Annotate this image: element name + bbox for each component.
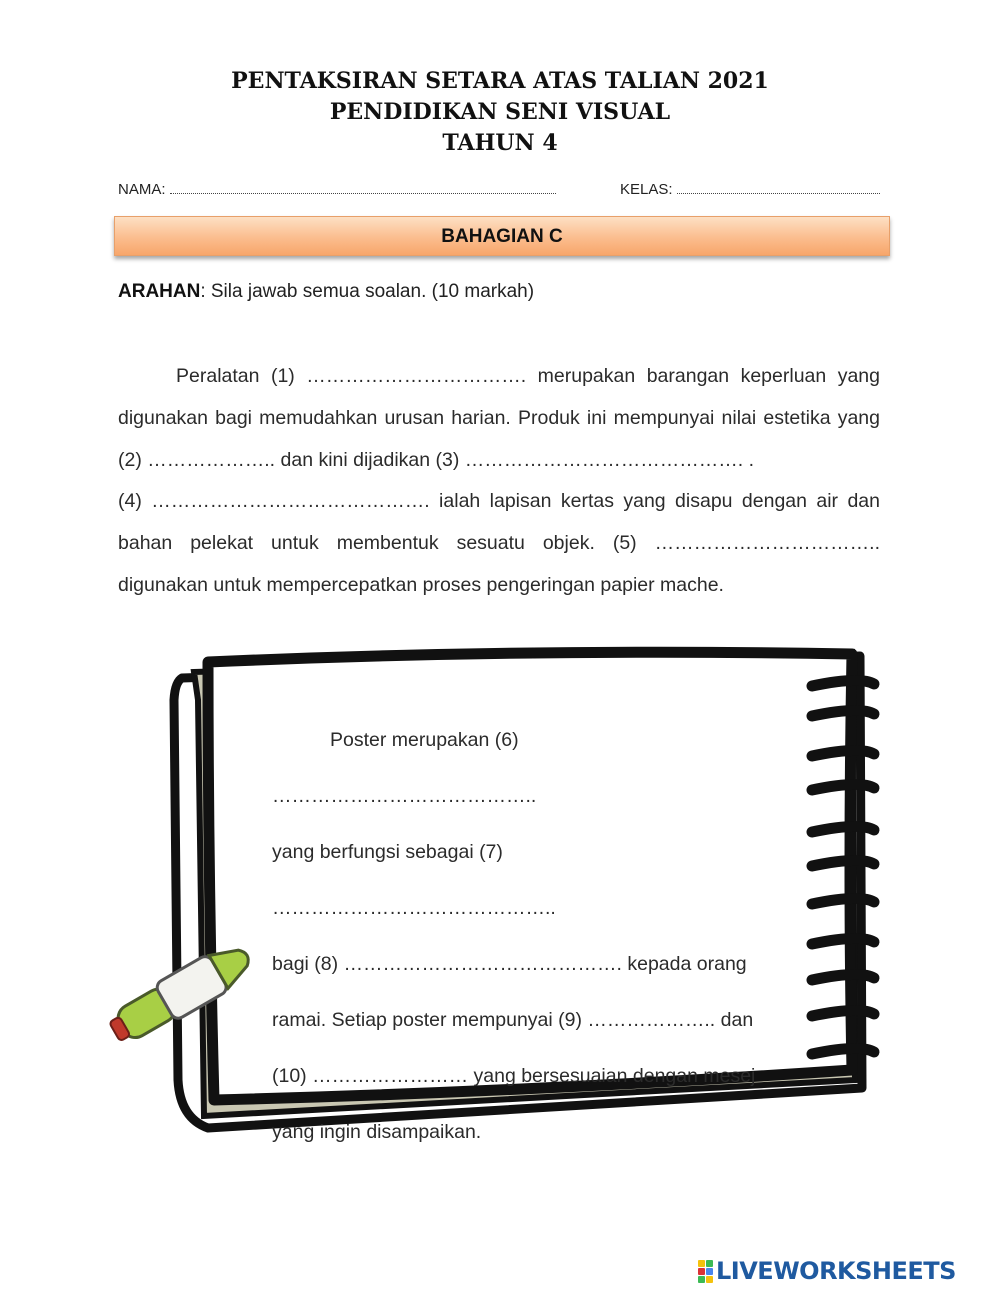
section-header: BAHAGIAN C bbox=[114, 216, 890, 256]
poster-line-6: yang ingin disampaikan. bbox=[272, 1121, 482, 1143]
header-subject: PENDIDIKAN SENI VISUAL bbox=[329, 99, 671, 125]
kelas-label: KELAS: bbox=[620, 181, 673, 198]
poster-line-4: ramai. Setiap poster mempunyai (9) ……………….. dan bbox=[272, 1009, 754, 1031]
logo-text: LIVEWORKSHEETS bbox=[716, 1257, 956, 1285]
poster-line-3: bagi (8) ……………………………………. kepada orang bbox=[272, 953, 747, 975]
nama-label: NAMA: bbox=[118, 181, 166, 198]
instruction-text: : Sila jawab semua soalan. (10 markah) bbox=[200, 281, 535, 302]
poster-question bbox=[272, 712, 782, 1160]
paragraph-part-2: (4) ……………………………………. ialah lapisan kertas yang disapu dengan air dan bahan pelekat untuk membentuk sesuatu objek. (5) …………………………….. digunakan untuk mempercepatkan proses pengeringan papier mache. bbox=[118, 490, 880, 596]
poster-line-2: yang berfungsi sebagai (7) …………………………………….. bbox=[272, 841, 556, 919]
kelas-field[interactable] bbox=[620, 180, 880, 198]
liveworksheets-logo bbox=[698, 1256, 956, 1286]
nama-field[interactable] bbox=[118, 180, 556, 198]
student-fields bbox=[118, 180, 880, 200]
poster-line-1: Poster merupakan (6) ………………………………….. bbox=[272, 729, 537, 807]
logo-icon bbox=[698, 1260, 713, 1283]
document-header bbox=[0, 66, 1000, 159]
kelas-input-line[interactable] bbox=[677, 180, 880, 194]
poster-line-5: (10) …………………… yang bersesuaian dengan mesej bbox=[272, 1065, 756, 1087]
paragraph-part-1: Peralatan (1) ……………………………. merupakan barangan keperluan yang digunakan bagi memudahkan urusan harian. Produk ini mempunyai nilai estetika yang (2) ……………….. dan kini dijadikan (3) ……………………………………. . bbox=[118, 365, 880, 471]
header-title: PENTAKSIRAN SETARA ATAS TALIAN 2021 bbox=[231, 68, 769, 94]
header-year: TAHUN 4 bbox=[442, 130, 558, 156]
instruction-label: ARAHAN bbox=[118, 281, 201, 302]
instruction bbox=[118, 281, 534, 303]
question-paragraph bbox=[118, 356, 880, 607]
nama-input-line[interactable] bbox=[170, 180, 556, 194]
